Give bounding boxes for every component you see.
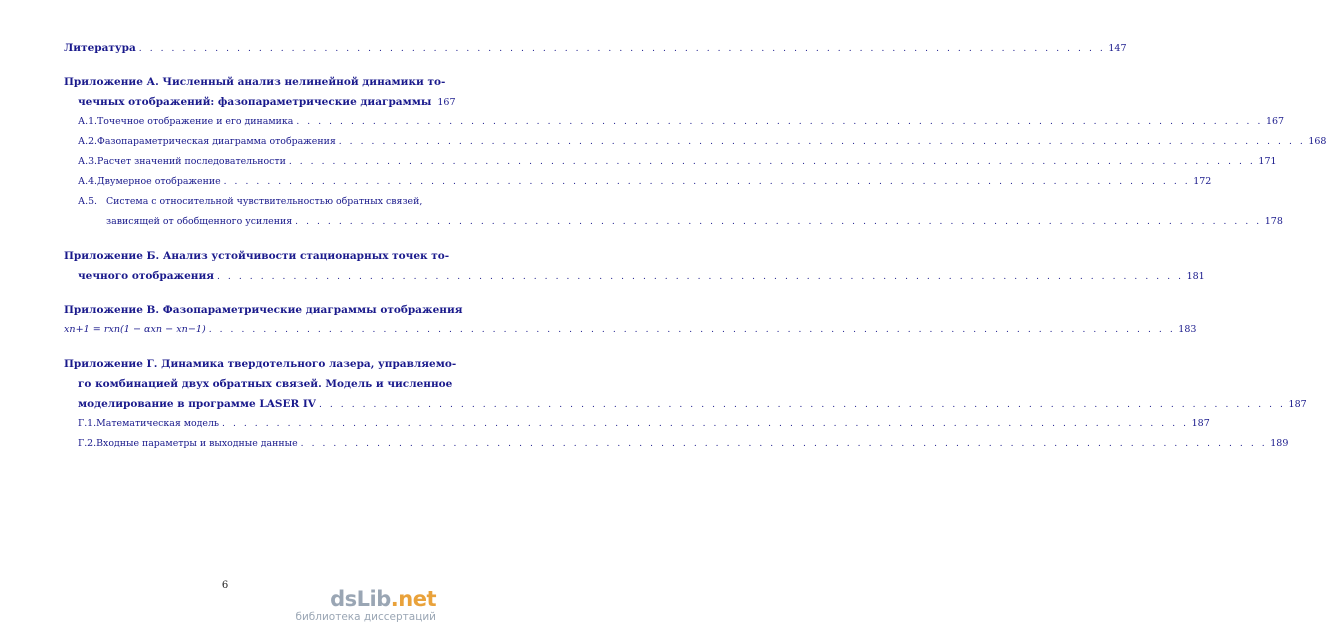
toc-label: Фазопараметрическая диаграмма отображения [97, 136, 336, 147]
leader-dots [217, 267, 1184, 287]
toc-label: Двумерное отображение [97, 176, 221, 187]
toc-label: Математическая модель [96, 418, 220, 429]
section-number: А.2. [78, 136, 98, 147]
watermark-logo [295, 588, 436, 610]
toc-entry-g2[interactable] [64, 434, 1289, 454]
toc-entry-literature[interactable] [64, 38, 1127, 58]
toc-label: Система с относительной чувствительностью обратных связей, [106, 196, 423, 207]
section-number: А.5. [78, 196, 98, 207]
spacer [64, 232, 430, 246]
toc-entry-a1[interactable] [64, 112, 1285, 132]
toc-page-number: 183 [1178, 324, 1197, 335]
formula: xn+1 = rxn(1 − αxn − xn−1) [64, 324, 206, 335]
toc-page-number: 178 [1264, 216, 1283, 227]
toc-label: Приложение Б. Анализ устойчивости стационарных точек то- [64, 250, 450, 262]
toc-label: Приложение А. Численный анализ нелинейной динамики то- [64, 76, 446, 88]
toc-entry-appendix-a-line1[interactable] [64, 72, 446, 92]
toc-page-number: 187 [1288, 399, 1307, 410]
toc-entry-a5-line2[interactable] [64, 212, 1283, 232]
section-number: Г.1. [78, 418, 97, 429]
toc-page-number: 167 [1265, 116, 1285, 127]
leader-dots [339, 132, 1306, 152]
toc-label: Приложение В. Фазопараметрические диаграммы отображения [64, 304, 463, 316]
leader-dots [222, 414, 1189, 434]
toc-page-number: 187 [1191, 418, 1210, 429]
watermark-subtitle: библиотека диссертаций [295, 611, 436, 623]
toc-label: зависящей от обобщенного усиления [106, 216, 293, 227]
toc-label: Приложение Г. Динамика твердотельного лазера, управляемо- [64, 358, 457, 370]
section-number: Г.2. [78, 438, 97, 449]
toc-entry-a4[interactable] [64, 172, 1212, 192]
toc-entry-appendix-g-line2[interactable] [64, 374, 453, 394]
toc-entry-appendix-v-line1[interactable] [64, 300, 463, 320]
spacer [64, 286, 430, 300]
toc-page-number: 171 [1258, 156, 1277, 167]
toc-entry-a5-line1[interactable] [64, 192, 430, 212]
toc-entry-appendix-g-line3[interactable] [64, 394, 1307, 414]
leader-dots [319, 395, 1286, 415]
leader-dots [224, 172, 1191, 192]
leader-dots [139, 39, 1106, 59]
toc-page-number: 172 [1193, 176, 1212, 187]
watermark-logo-main: dsLib [330, 587, 391, 611]
page-number: 6 [221, 580, 229, 591]
toc-entry-appendix-b-line2[interactable] [64, 266, 1205, 286]
section-number: А.1. [78, 116, 98, 127]
table-of-contents [64, 38, 1326, 454]
leader-dots [289, 152, 1256, 172]
watermark-logo-accent: .net [390, 587, 436, 611]
toc-label: чечного отображения [78, 270, 215, 282]
toc-page-number: 168 [1308, 136, 1326, 147]
toc-page-number: 181 [1186, 271, 1205, 282]
leader-dots [296, 112, 1263, 132]
toc-entry-appendix-v-line2[interactable] [64, 320, 1197, 340]
toc-label: го комбинацией двух обратных связей. Модель и численное [78, 378, 453, 390]
toc-page-number: 147 [1108, 43, 1127, 54]
toc-label: Точечное отображение и его динамика [97, 116, 294, 127]
toc-entry-a2[interactable] [64, 132, 1326, 152]
toc-label: Входные параметры и выходные данные [96, 438, 298, 449]
spacer [64, 340, 430, 354]
leader-dots [209, 320, 1176, 340]
toc-entry-appendix-g-line1[interactable] [64, 354, 457, 374]
toc-entry-appendix-a-line2[interactable] [64, 92, 456, 112]
toc-label: Расчет значений последовательности [97, 156, 286, 167]
toc-page-number: 167 [437, 97, 456, 108]
toc-label: моделирование в программе LASER IV [78, 398, 316, 410]
section-number: А.3. [78, 156, 98, 167]
toc-label: чечных отображений: фазопараметрические диаграммы [78, 96, 432, 108]
spacer [64, 58, 430, 72]
toc-page-number: 189 [1270, 438, 1289, 449]
toc-entry-g1[interactable] [64, 414, 1210, 434]
toc-entry-appendix-b-line1[interactable] [64, 246, 450, 266]
toc-label: Литература [64, 42, 136, 54]
section-number: А.4. [78, 176, 98, 187]
leader-dots [301, 434, 1268, 454]
toc-entry-a3[interactable] [64, 152, 1277, 172]
leader-dots [295, 212, 1262, 232]
watermark [295, 588, 436, 624]
